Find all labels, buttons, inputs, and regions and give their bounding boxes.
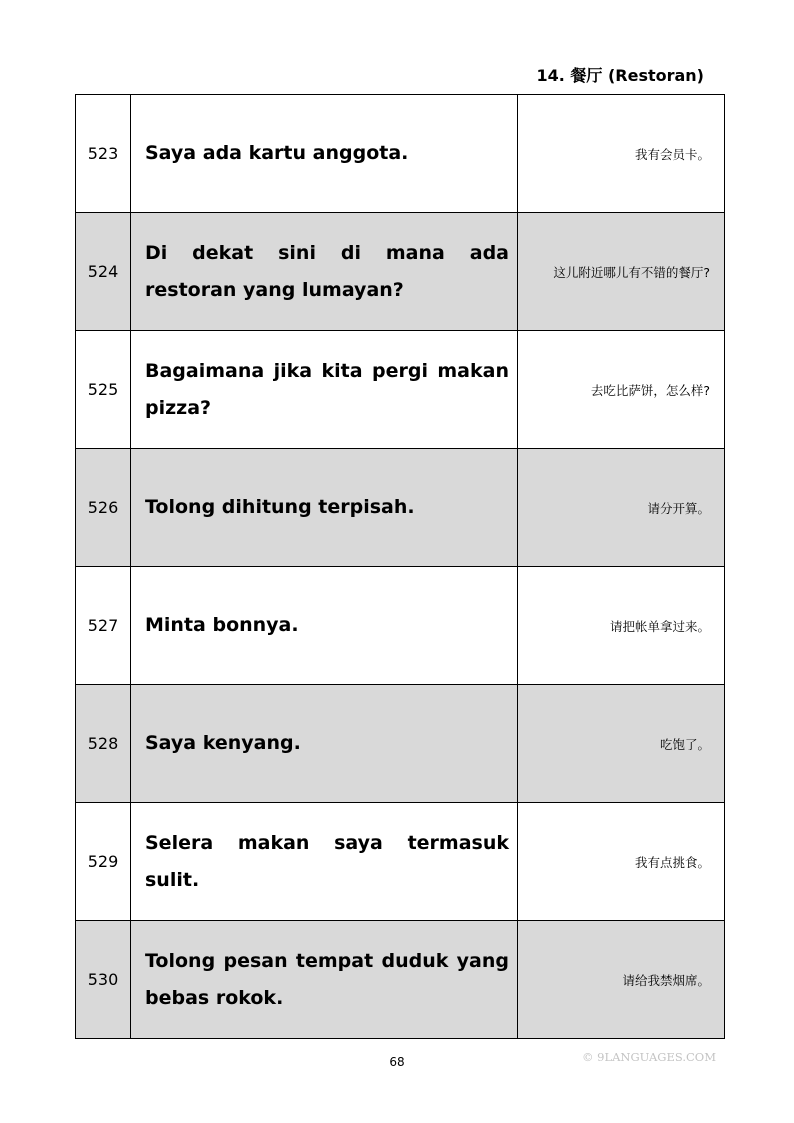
chinese-translation: 吃饱了。: [518, 685, 725, 803]
chinese-translation: 去吃比萨饼，怎么样?: [518, 331, 725, 449]
chinese-translation: 请分开算。: [518, 449, 725, 567]
row-number: 525: [76, 331, 131, 449]
section-title: 14. 餐厅 (Restoran): [536, 66, 704, 85]
row-number: 529: [76, 803, 131, 921]
watermark: © 9LANGUAGES.COM: [581, 1050, 716, 1064]
table-row: [76, 567, 725, 685]
chinese-translation: 请给我禁烟席。: [518, 921, 725, 1039]
row-number: 527: [76, 567, 131, 685]
chinese-translation: 请把帐单拿过来。: [518, 567, 725, 685]
indonesian-phrase: Saya kenyang.: [131, 685, 518, 803]
chinese-translation: 我有点挑食。: [518, 803, 725, 921]
indonesian-phrase: Saya ada kartu anggota.: [131, 95, 518, 213]
indonesian-phrase: Selera makan saya termasuk sulit.: [131, 803, 518, 921]
table-row: [76, 921, 725, 1039]
row-number: 530: [76, 921, 131, 1039]
chinese-translation: 这儿附近哪儿有不错的餐厅?: [518, 213, 725, 331]
row-number: 526: [76, 449, 131, 567]
indonesian-phrase: Di dekat sini di mana ada restoran yang lumayan?: [131, 213, 518, 331]
indonesian-phrase: Tolong pesan tempat duduk yang bebas rokok.: [131, 921, 518, 1039]
chinese-translation: 我有会员卡。: [518, 95, 725, 213]
indonesian-phrase: Minta bonnya.: [131, 567, 518, 685]
row-number: 523: [76, 95, 131, 213]
indonesian-phrase: Tolong dihitung terpisah.: [131, 449, 518, 567]
table-row: [76, 685, 725, 803]
table-row: [76, 449, 725, 567]
table-row: [76, 213, 725, 331]
phrase-table: [75, 94, 725, 1039]
table-row: [76, 95, 725, 213]
row-number: 524: [76, 213, 131, 331]
page-number: 68: [389, 1055, 405, 1069]
indonesian-phrase: Bagaimana jika kita pergi makan pizza?: [131, 331, 518, 449]
table-row: [76, 331, 725, 449]
table-row: [76, 803, 725, 921]
row-number: 528: [76, 685, 131, 803]
